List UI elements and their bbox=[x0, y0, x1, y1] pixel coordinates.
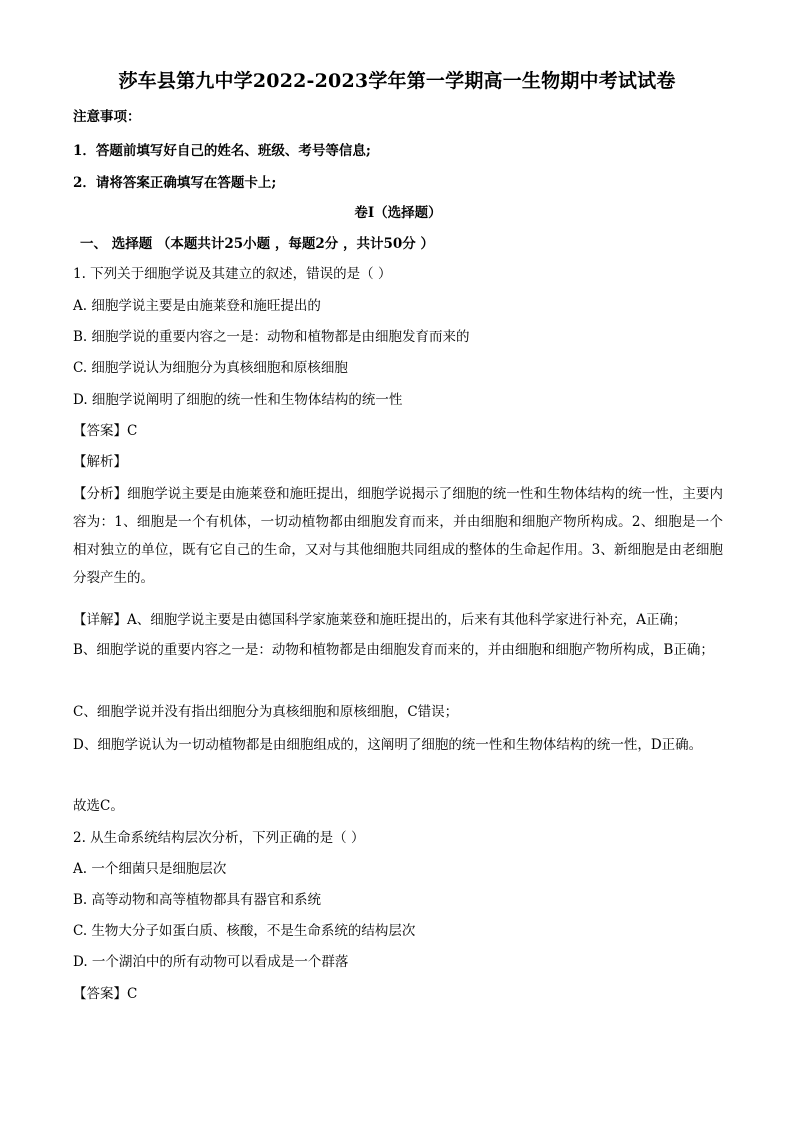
q1-conclusion: 故选C。 bbox=[73, 798, 124, 814]
volume-title: 卷I（选择题） bbox=[354, 205, 442, 221]
q1-option-a: A. 细胞学说主要是由施莱登和施旺提出的 bbox=[73, 298, 321, 314]
q2-option-d: D. 一个湖泊中的所有动物可以看成是一个群落 bbox=[73, 954, 349, 970]
q1-option-c: C. 细胞学说认为细胞分为真核细胞和原核细胞 bbox=[73, 360, 348, 376]
q1-analysis-text: 【分析】细胞学说主要是由施莱登和施旺提出，细胞学说揭示了细胞的统一性和生物体结构的统一性，主要内容为：1、细胞是一个有机体，一切动植物都由细胞发育而来，并由细胞和细胞产物所构成。2、细胞是一个相对独立的单位，既有它自己的生命，又对与其他细胞共同组成的整体的生命起作用。3、新细胞是由老细胞分裂产生的。 bbox=[73, 486, 723, 586]
notice-item-2: 2．请将答案正确填写在答题卡上; bbox=[73, 175, 277, 191]
q2-option-a: A. 一个细菌只是细胞层次 bbox=[73, 861, 227, 877]
notice-item-1: 1．答题前填写好自己的姓名、班级、考号等信息; bbox=[73, 143, 371, 159]
answer-label: 【答案】 bbox=[73, 986, 127, 1002]
answer-label: 【答案】 bbox=[73, 423, 127, 439]
q1-option-d: D. 细胞学说阐明了细胞的统一性和生物体结构的统一性 bbox=[73, 392, 403, 408]
q1-stem: 1. 下列关于细胞学说及其建立的叙述，错误的是（ ） bbox=[73, 266, 392, 282]
q2-answer bbox=[73, 984, 723, 1004]
page-title: 莎车县第九中学2022-2023学年第一学期高一生物期中考试试卷 bbox=[118, 70, 676, 92]
q1-option-b: B. 细胞学说的重要内容之一是：动物和植物都是由细胞发育而来的 bbox=[73, 329, 470, 345]
q1-detail-c: C、细胞学说并没有指出细胞分为真核细胞和原核细胞，C错误； bbox=[73, 704, 459, 720]
q1-answer bbox=[73, 421, 723, 441]
q2-option-b: B. 高等动物和高等植物都具有器官和系统 bbox=[73, 892, 322, 908]
q2-stem: 2. 从生命系统结构层次分析，下列正确的是（ ） bbox=[73, 830, 365, 846]
q1-detail-b: B、细胞学说的重要内容之一是：动物和植物都是由细胞发育而来的，并由细胞和细胞产物所构成，B正确； bbox=[73, 642, 714, 658]
section-heading: 一、 选择题 （本题共计25小题 ，每题2分 ，共计50分 ） bbox=[80, 236, 434, 252]
answer-value: C bbox=[127, 423, 138, 439]
answer-value: C bbox=[127, 986, 138, 1002]
q2-option-c: C. 生物大分子如蛋白质、核酸，不是生命系统的结构层次 bbox=[73, 923, 416, 939]
q1-detail-a: 【详解】A、细胞学说主要是由德国科学家施莱登和施旺提出的，后来有其他科学家进行补充，A正确； bbox=[73, 612, 687, 628]
q1-analysis-label: 【解析】 bbox=[73, 454, 127, 470]
q1-detail-d: D、细胞学说认为一切动植物都是由细胞组成的，这阐明了细胞的统一性和生物体结构的统一性，D正确。 bbox=[73, 737, 703, 753]
notice-heading: 注意事项： bbox=[73, 109, 141, 125]
